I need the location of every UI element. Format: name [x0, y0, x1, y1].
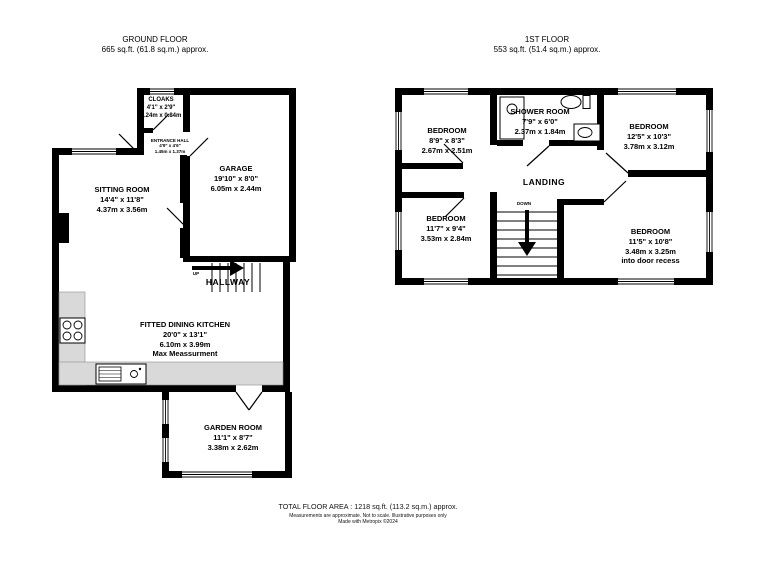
room-name: BEDROOM [426, 214, 466, 223]
room-size-metric: 2.37m x 1.84m [514, 126, 566, 136]
stairs-up-label: UP [192, 271, 200, 276]
room-name: ENTRANCE HALL [150, 138, 190, 143]
ground-floor-title: GROUND FLOOR [122, 35, 188, 44]
room-note: Max Meassurment [152, 349, 218, 359]
room-size-metric: 3.38m x 2.62m [207, 442, 259, 452]
room-name: LANDING [522, 177, 566, 187]
room-size-metric: 1.24m x 0.84m [140, 112, 182, 119]
room-size-metric: 6.10m x 3.99m [159, 339, 211, 349]
landing-label [494, 177, 594, 188]
room-size-metric: 3.53m x 2.84m [420, 233, 472, 243]
made-with: Made with Metropix ©2024 [338, 519, 398, 525]
room-size-imperial: 11'5" x 10'8" [628, 236, 673, 246]
room-size-metric: 3.78m x 3.12m [623, 141, 675, 151]
bedroom-front-left-label [397, 126, 497, 155]
room-name: HALLWAY [205, 277, 251, 287]
down-arrow-icon [525, 210, 529, 242]
entrance-hall-label [140, 138, 200, 154]
room-size-metric: 3.48m x 3.25m [625, 246, 676, 256]
stairs-down [497, 210, 557, 275]
room-size-imperial: 11'7" x 9'4" [426, 223, 466, 233]
room-name: CLOAKS [148, 97, 174, 103]
garden-room-label [173, 423, 293, 452]
room-size-imperial: 11'1" x 8'7" [213, 432, 253, 442]
bedroom-back-left-label [396, 214, 496, 243]
hob-icon [60, 318, 85, 343]
room-size-imperial: 20'0" x 13'1" [162, 329, 208, 339]
first-floor-title: 1ST FLOOR [524, 35, 570, 44]
room-size-imperial: 7'9" x 6'0" [522, 116, 558, 126]
room-name: BEDROOM [427, 126, 467, 135]
room-size-imperial: 8'9" x 8'3" [429, 135, 465, 145]
room-size-imperial: 19'10" x 8'0" [213, 173, 259, 183]
garage-label [186, 164, 286, 193]
total-floor-area: TOTAL FLOOR AREA : 1218 sq.ft. (113.2 sq.m.) approx. [278, 502, 458, 511]
first-floor-area: 553 sq.ft. (51.4 sq.m.) approx. [493, 45, 601, 54]
room-name: BEDROOM [629, 122, 669, 131]
plan-footer [218, 502, 518, 525]
room-size-imperial: 12'5" x 10'3" [626, 131, 672, 141]
room-name: GARAGE [219, 164, 253, 173]
room-size-imperial: 4'9" x 4'6" [159, 143, 181, 149]
ground-floor-area: 665 sq.ft. (61.8 sq.m.) approx. [101, 45, 209, 54]
room-name: FITTED DINING KITCHEN [140, 320, 230, 329]
bedroom-front-right-label [599, 122, 699, 151]
ground-floor-header [55, 35, 255, 55]
room-name: BEDROOM [630, 227, 671, 236]
room-name: SHOWER ROOM [510, 107, 570, 116]
room-name: GARDEN ROOM [204, 423, 262, 432]
stairs-down-label: DOWN [516, 201, 532, 206]
room-name: SITTING ROOM [94, 185, 150, 194]
room-note: into door recess [621, 256, 680, 266]
disclaimer: Measurements are approximate. Not to scale. Illustrative purposes only [289, 513, 447, 519]
shower-room-label [490, 107, 590, 136]
room-size-metric: 2.67m x 2.51m [421, 145, 473, 155]
sitting-room-label [62, 185, 182, 214]
hallway-label [186, 277, 270, 288]
first-floor-header [447, 35, 647, 55]
cloaks-label [133, 97, 189, 120]
up-arrow-icon [192, 266, 230, 270]
room-size-metric: 1.45m x 1.37m [154, 148, 186, 154]
sink-icon [96, 364, 146, 384]
room-size-imperial: 4'1" x 2'9" [146, 104, 176, 111]
room-size-imperial: 14'4" x 11'8" [100, 194, 144, 204]
kitchen-label [110, 320, 260, 359]
room-size-metric: 6.05m x 2.44m [210, 183, 262, 193]
room-size-metric: 4.37m x 3.56m [96, 204, 148, 214]
bedroom-back-right-label [598, 227, 703, 266]
